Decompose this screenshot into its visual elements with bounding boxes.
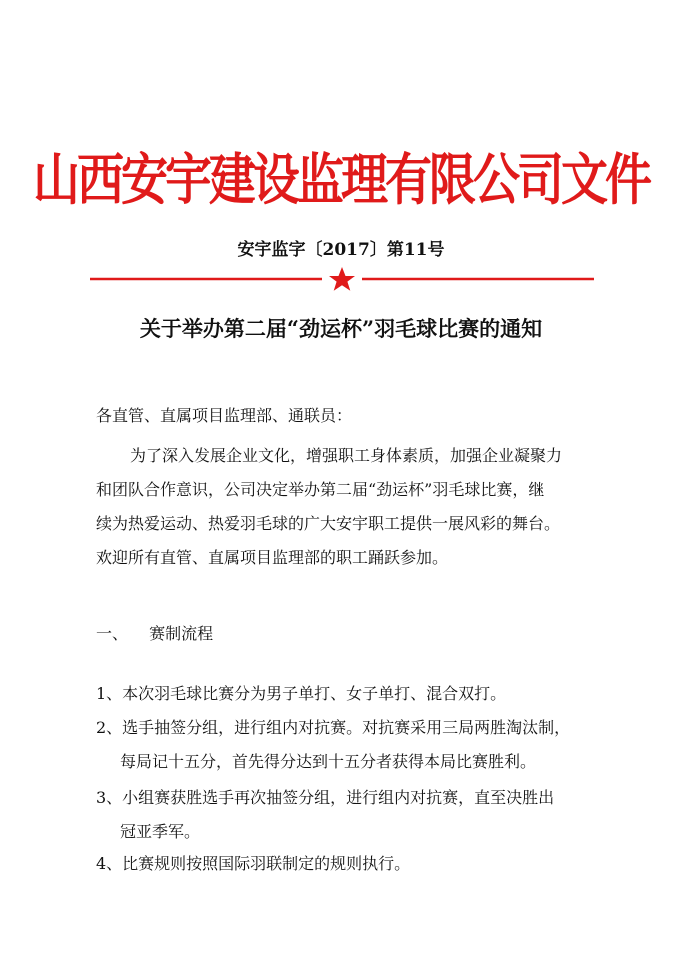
intro-line: 为了深入发展企业文化，增强职工身体素质，加强企业凝聚力: [130, 446, 563, 465]
section-heading: [96, 618, 213, 650]
intro-line: 和团队合作意识，公司决定举办第二届“劲运杯”羽毛球比赛，继: [96, 480, 545, 499]
list-item: [96, 712, 570, 780]
list-item-line: 3、小组赛获胜选手再次抽签分组，进行组内对抗赛，直至决胜出: [96, 788, 555, 807]
list-item-line: 冠亚季军。: [120, 822, 201, 841]
list-item: [96, 782, 554, 850]
list-item-line: 2、选手抽签分组，进行组内对抗赛。对抗赛采用三局两胜淘汰制，: [96, 718, 571, 737]
list-item-line: 4、比赛规则按照国际羽联制定的规则执行。: [96, 854, 411, 873]
notice-title: 关于举办第二届“劲运杯”羽毛球比赛的通知: [139, 316, 543, 341]
document-number: 安宇监字〔2017〕第11号: [237, 240, 445, 260]
list-item-line: 1、本次羽毛球比赛分为男子单打、女子单打、混合双打。: [96, 684, 507, 703]
intro-paragraph: [96, 440, 562, 576]
list-item: [96, 678, 506, 712]
list-item: [96, 848, 410, 882]
masthead-title: 山西安宇建设监理有限公司文件: [33, 148, 649, 214]
red-divider: [90, 266, 594, 292]
section-number: 一、: [96, 624, 129, 643]
star-icon: [329, 267, 355, 291]
salutation: 各直管、直属项目监理部、通联员：: [96, 406, 353, 425]
list-item-line: 每局记十五分，首先得分达到十五分者获得本局比赛胜利。: [120, 752, 537, 771]
intro-line: 续为热爱运动、热爱羽毛球的广大安宇职工提供一展风彩的舞台。: [96, 514, 561, 533]
intro-line: 欢迎所有直管、直属项目监理部的职工踊跃参加。: [96, 548, 449, 567]
section-heading-text: 赛制流程: [149, 624, 214, 643]
